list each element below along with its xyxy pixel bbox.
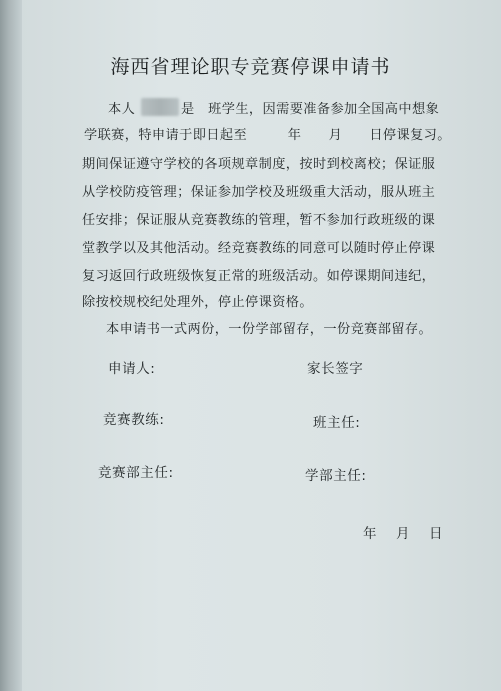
competition-director-label: 竞赛部主任: [98, 465, 174, 481]
applicant-label: 申请人: [108, 361, 156, 377]
coach-label: 竞赛教练: [103, 412, 165, 428]
body-line-7: 复习返回行政班级恢复正常的班级活动。如停课期间违纪， [82, 269, 436, 284]
body-line-1-prefix: 本人 [108, 102, 136, 117]
paper-edge-shadow [0, 0, 22, 691]
parent-signature-label: 家长签字 [307, 361, 364, 377]
head-teacher-label: 班主任: [313, 415, 361, 431]
body-line-2: 学联赛，特申请于即日起至 年 月 日停课复习。 [84, 128, 451, 143]
department-director-label: 学部主任: [305, 468, 367, 484]
redacted-name [141, 98, 179, 116]
body-line-4: 从学校防疫管理；保证参加学校及班级重大活动，服从班主 [82, 185, 436, 200]
body-line-6: 堂教学以及其他活动。经竞赛教练的同意可以随时停止停课 [82, 241, 436, 256]
body-line-1-suffix: 是 班学生，因需要准备参加全国高中想象 [181, 102, 440, 117]
body-line-5: 任安排；保证服从竞赛教练的管理，暂不参加行政班级的课 [82, 213, 436, 228]
date-line: 年 月 日 [363, 526, 446, 542]
document-title: 海西省理论职专竞赛停课申请书 [110, 56, 391, 78]
body-line-9: 本申请书一式两份，一份学部留存，一份竞赛部留存。 [106, 322, 433, 337]
body-line-8: 除按校规校纪处理外，停止停课资格。 [82, 295, 313, 310]
body-line-3: 期间保证遵守学校的各项规章制度，按时到校离校；保证服 [82, 157, 436, 172]
